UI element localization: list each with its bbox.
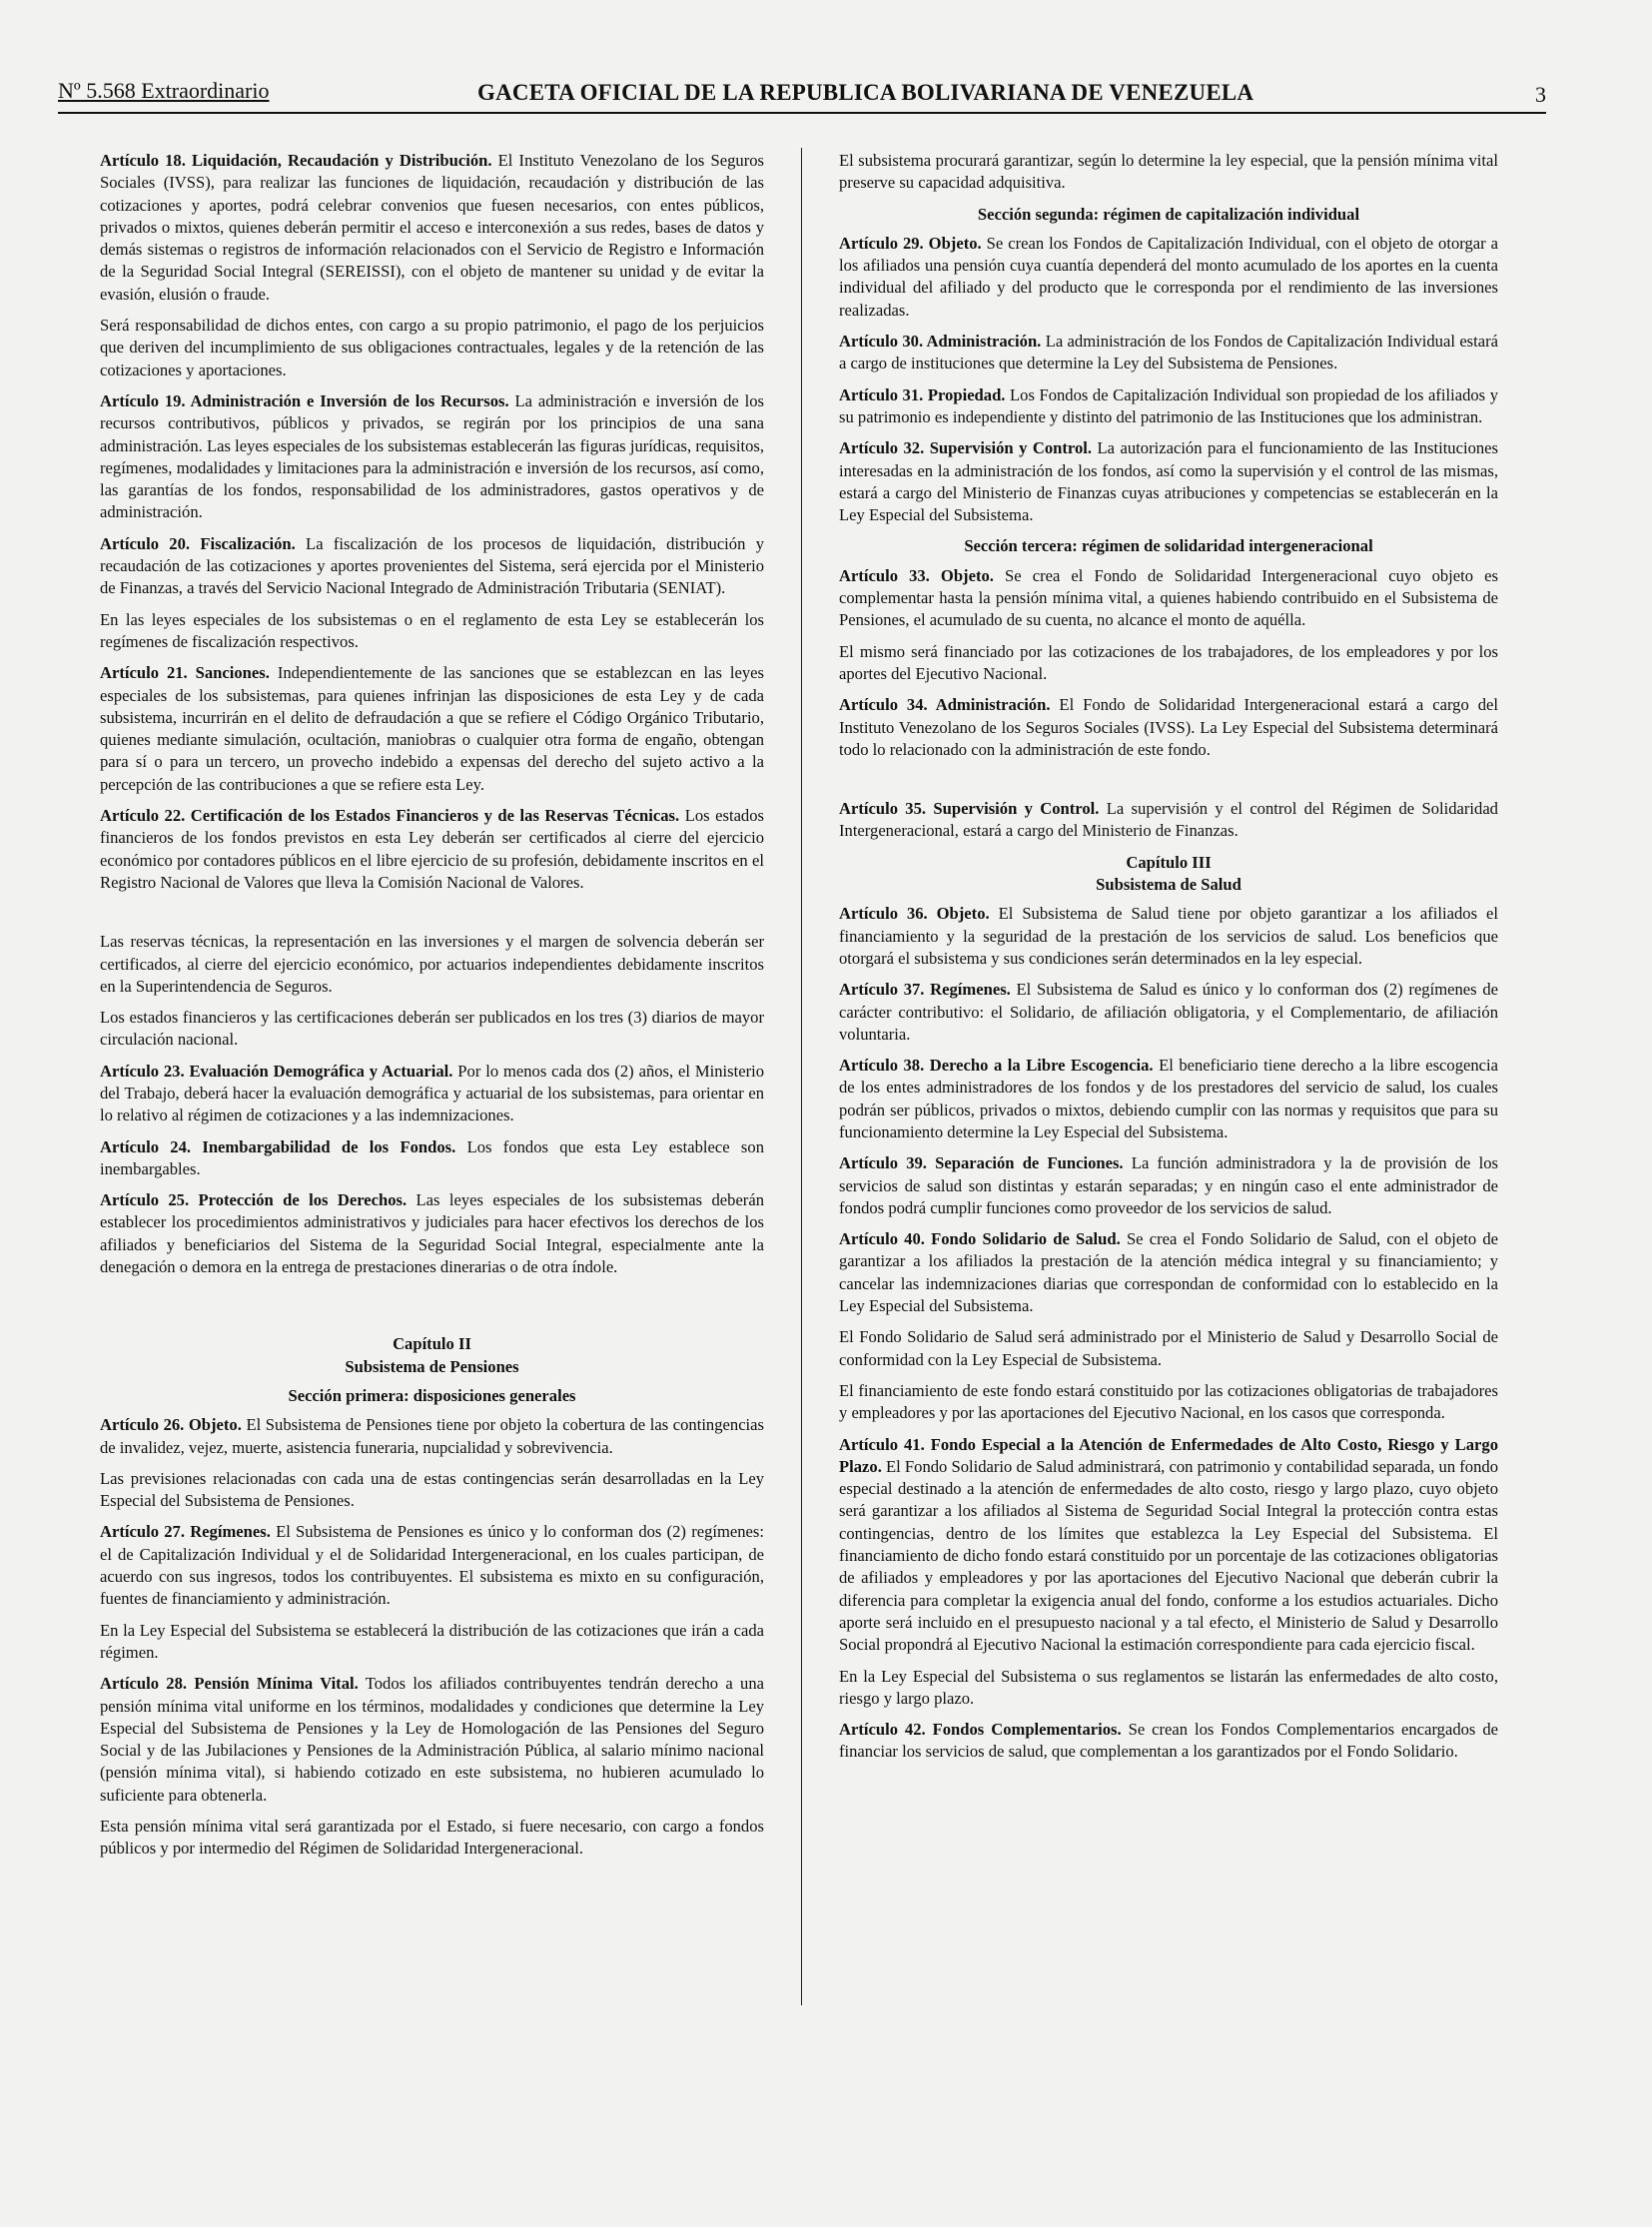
issue-number: Nº 5.568 Extraordinario [58, 78, 270, 103]
article-26: Artículo 26. Objeto. El Subsistema de Pensiones tiene por objeto la cobertura de las contingencias de invalidez, vejez, muerte, asistencia funeraria, nupcialidad y sobrevivencia. [100, 1415, 764, 1457]
spacer [100, 1287, 764, 1333]
page-number: 3 [1535, 82, 1546, 107]
article-27-paragraph: En la Ley Especial del Subsistema se establecerá la distribución de las cotizaciones que irán a cada régimen. [100, 1620, 764, 1662]
article-18: Artículo 18. Liquidación, Recaudación y Distribución. El Instituto Venezolano de los Seguros Sociales (IVSS), para realizar las funciones de liquidación, recaudación y distribución de las cotizaciones y aportes, podrá celebrar convenios que fuesen necesarios, con entes públicos, privados o mixtos, quienes deberán permitir el acceso e interconexión a sus redes, bases de datos y demás sistemas o registros de información relacionados con el Servicio de Registro e Información de la Seguridad Social Integral (SEREISSI), con el objeto de mantener su unidad y de evitar la evasión, elusión o fraude. [100, 151, 764, 304]
chapter-3-title: Subsistema de Salud [1096, 875, 1241, 895]
chapter-2-heading [100, 1333, 764, 1378]
article-19: Artículo 19. Administración e Inversión de los Recursos. La administración e inversión de los recursos contributivos, públicos y privados, se regirán por los principios de una sana administración. Las leyes especiales de los subsistemas establecerán las figuras jurídicas, requisitos, regímenes, modalidades y limitaciones para la administración e inversión de los recursos, así como, las garantías de los fondos, responsabilidad de los administradores, gastos operativos y de administración. [100, 390, 765, 522]
article-26-paragraph: Las previsiones relacionadas con cada una de estas contingencias serán desarrolladas en la Ley Especial del Subsistema de Pensiones. [100, 1468, 764, 1511]
article-28: Artículo 28. Pensión Mínima Vital. Todos los afiliados contribuyentes tendrán derecho a una pensión mínima vital uniforme en los términos, modalidades y condiciones que determine la Ley Especial del Subsistema de Pensiones y la Ley de Homologación de las Pensiones del Seguro Social y de las Jubilaciones y Pensiones de la Administración Pública, al salario mínimo nacional (pensión mínima vital), si habiendo cotizado en este subsistema, no hubieren acumulado lo suficiente para obtenerla. [100, 1674, 765, 1805]
article-23: Artículo 23. Evaluación Demográfica y Actuarial. Por lo menos cada dos (2) años, el Ministerio del Trabajo, deberá hacer la evaluación demográfica y actuarial de los subsistemas, para orientar en lo relativo al régimen de cotizaciones y a las indemnizaciones. [100, 1061, 764, 1125]
article-38: Artículo 38. Derecho a la Libre Escogencia. El beneficiario tiene derecho a la libre escogencia de los entes administradores de los fondos y de los prestadores del servicio de salud, los cuales podrán ser públicos, privados o mixtos, debiendo cumplir con las normas y requisitos que para su funcionamiento determine la Ley Especial del Subsistema. [839, 1056, 1498, 1141]
article-22-paragraph: Las reservas técnicas, la representación en las inversiones y el margen de solvencia deberán ser certificados, al cierre del ejercicio económico, por actuarios independientes debidamente inscritos en la Superintendencia de Seguros. [100, 932, 764, 996]
article-22: Artículo 22. Certificación de los Estados Financieros y de las Reservas Técnicas. Los estados financieros de los fondos previstos en esta Ley deberán ser certificados al cierre del ejercicio económico por contadores públicos en el libre ejercicio de su profesión, debidamente inscritos en el Registro Nacional de Valores que lleva la Comisión Nacional de Valores. [100, 806, 764, 892]
article-30: Artículo 30. Administración. La administración de los Fondos de Capitalización Individual estará a cargo de instituciones que determine la Ley del Subsistema de Pensiones. [839, 332, 1499, 373]
section-2-heading: Sección segunda: régimen de capitalización individual [977, 204, 1360, 224]
right-column [839, 150, 1498, 1773]
article-42: Artículo 42. Fondos Complementarios. Se crean los Fondos Complementarios encargados de financiar los servicios de salud, que complementan a los garantizados por el Fondo Solidario. [839, 1720, 1498, 1762]
spacer [839, 770, 1498, 798]
article-36: Artículo 36. Objeto. El Subsistema de Salud tiene por objeto garantizar a los afiliados el financiamiento y la seguridad de la prestación de los servicios de salud. Los beneficios que otorgará el subsistema y sus condiciones serán determinados en la ley especial. [839, 904, 1498, 968]
article-35: Artículo 35. Supervisión y Control. La supervisión y el control del Régimen de Solidaridad Intergeneracional, estará a cargo del Ministerio de Finanzas. [839, 799, 1498, 841]
article-40-paragraph: El Fondo Solidario de Salud será administrado por el Ministerio de Salud y Desarrollo Social de conformidad con la Ley Especial de Subsistema. [839, 1327, 1498, 1369]
article-33: Artículo 33. Objeto. Se crea el Fondo de Solidaridad Intergeneracional cuyo objeto es complementar hasta la pensión mínima vital, a quienes habiendo contribuido en el Subsistema de Pensiones, el acumulado de su cuenta, no alcance el monto de aquélla. [839, 565, 1498, 630]
article-41: Artículo 41. Fondo Especial a la Atención de Enfermedades de Alto Costo, Riesgo y Largo Plazo. El Fondo Solidario de Salud administrará, con patrimonio y contabilidad separada, un fondo especial destinado a la atención de enfermedades de alto costo, riesgo y largo plazo, cuyo objeto será garantizar a los afiliados al Sistema de Seguridad Social Integral la protección contra estas contingencias, dentro de los límites que establezca la Ley Especial del Subsistema. El financiamiento de dicho fondo estará constituido por un porcentaje de las cotizaciones obligatorias de afiliados y empleadores y por las aportaciones del Ejecutivo Nacional que deberán cubrir la diferencia para completar la exigencia anual del fondo, conforme a los estudios actuariales. Dicho aporte será incluido en el presupuesto nacional y a tal efecto, el Ministerio de Salud y Desarrollo Social propondrá al Ejecutivo Nacional la estimación correspondiente para cada ejercicio fiscal. [839, 1434, 1498, 1655]
article-22-paragraph-2: Los estados financieros y las certificaciones deberán ser publicados en los tres (3) diarios de mayor circulación nacional. [100, 1008, 764, 1050]
article-34: Artículo 34. Administración. El Fondo de Solidaridad Intergeneracional estará a cargo del Instituto Venezolano de los Seguros Sociales (IVSS). La Ley Especial del Subsistema determinará todo lo relacionado con la administración de este fondo. [839, 695, 1498, 759]
chapter-2-number: Capítulo II [393, 1334, 471, 1354]
chapter-3-heading [839, 852, 1498, 897]
article-24: Artículo 24. Inembargabilidad de los Fondos. Los fondos que esta Ley establece son inembargables. [100, 1136, 764, 1178]
article-31: Artículo 31. Propiedad. Los Fondos de Capitalización Individual son propiedad de los afiliados y su patrimonio es independiente y distinto del patrimonio de las Instituciones que los administran. [839, 384, 1498, 426]
chapter-3-number: Capítulo III [1126, 852, 1212, 872]
article-28-paragraph: Esta pensión mínima vital será garantizada por el Estado, si fuere necesario, con cargo a fondos públicos y por intermedio del Régimen de Solidaridad Intergeneracional. [100, 1817, 764, 1858]
article-18-paragraph: Será responsabilidad de dichos entes, con cargo a su propio patrimonio, el pago de los perjuicios que deriven del incumplimiento de sus obligaciones contractuales, legales y de la retención de las cotizaciones y aportaciones. [100, 316, 764, 379]
section-3-heading: Sección tercera: régimen de solidaridad intergeneracional [964, 536, 1373, 556]
article-27: Artículo 27. Regímenes. El Subsistema de Pensiones es único y lo conforman dos (2) regímenes: el de Capitalización Individual y el de Solidaridad Intergeneracional, en los cuales participan, de acuerdo con sus ingresos, todos los contribuyentes. El subsistema es mixto en su configuración, fuentes de financiamiento y administración. [100, 1522, 764, 1609]
article-21: Artículo 21. Sanciones. Independientemente de las sanciones que se establezcan en las leyes especiales de los subsistemas, para quienes infrinjan las disposiciones de esta Ley y de cada subsistema, incurrirán en el delito de defraudación a que se refiere el Código Orgánico Tributario, quienes mediante simulación, ocultación, maniobras o cualquier otra forma de engaño, obtengan para sí o para un tercero, un provecho indebido a expensas del derecho del sujeto activo a la percepción de las contribuciones a que se refiere esta Ley. [100, 663, 764, 794]
chapter-2-title: Subsistema de Pensiones [345, 1356, 519, 1376]
article-33-paragraph: El mismo será financiado por las cotizaciones de los trabajadores, de los empleadores y por los aportes del Ejecutivo Nacional. [839, 641, 1498, 683]
spacer [100, 903, 764, 931]
article-28-continued: El subsistema procurará garantizar, según lo determine la ley especial, que la pensión mínima vital preserve su capacidad adquisitiva. [839, 151, 1498, 193]
section-1-heading: Sección primera: disposiciones generales [288, 1385, 576, 1405]
article-39: Artículo 39. Separación de Funciones. La función administradora y la de provisión de los servicios de salud son distintas y estarán separadas; y en ningún caso el ente administrador de fondos podrá cumplir funciones como proveedor de los servicios de salud. [839, 1153, 1498, 1217]
article-20: Artículo 20. Fiscalización. La fiscalización de los procesos de liquidación, distribución y recaudación de las cotizaciones y aportes provenientes del Sistema, será ejercida por el Ministerio de Finanzas, a través del Servicio Nacional Integrado de Administración Tributaria (SENIAT). [100, 533, 764, 598]
article-40: Artículo 40. Fondo Solidario de Salud. Se crea el Fondo Solidario de Salud, con el objeto de garantizar a los afiliados la prestación de la atención médica integral y su financiamiento; y cancelar las indemnizaciones diarias que correspondan de conformidad con lo establecido en la Ley Especial del Subsistema. [839, 1229, 1498, 1316]
article-32: Artículo 32. Supervisión y Control. La autorización para el funcionamiento de las Instituciones interesadas en la administración de los fondos, así como la supervisión y el control de las mismas, estará a cargo del Ministerio de Finanzas cuyas atribuciones y competencias se establecerán en la Ley Especial del Subsistema. [839, 438, 1498, 525]
article-37: Artículo 37. Regímenes. El Subsistema de Salud es único y lo conforman dos (2) regímenes de carácter contributivo: el Solidario, de afiliación obligatoria, y el Complementario, de afiliación voluntaria. [839, 980, 1498, 1044]
gazette-header [58, 78, 1546, 114]
article-40-paragraph-2: El financiamiento de este fondo estará constituido por las cotizaciones obligatorias de trabajadores y empleadores y por las aportaciones del Ejecutivo Nacional, en los casos que corresponda. [839, 1380, 1498, 1423]
gazette-title: GACETA OFICIAL DE LA REPUBLICA BOLIVARIANA DE VENEZUELA [477, 80, 1254, 105]
column-divider [801, 148, 802, 2005]
article-41-paragraph: En la Ley Especial del Subsistema o sus reglamentos se listarán las enfermedades de alto costo, riesgo y largo plazo. [839, 1666, 1498, 1708]
article-20-paragraph: En las leyes especiales de los subsistemas o en el reglamento de esta Ley se establecerán los regímenes de fiscalización respectivos. [100, 609, 764, 651]
article-25: Artículo 25. Protección de los Derechos. Las leyes especiales de los subsistemas deberán establecer los procedimientos administrativos y judiciales para hacer efectivos los derechos de los afiliados y beneficiarios del Sistema de la Seguridad Social Integral, especialmente ante la denegación o demora en la entrega de prestaciones dinerarias o de otra índole. [100, 1190, 764, 1277]
left-column [100, 150, 764, 1869]
article-29: Artículo 29. Objeto. Se crean los Fondos de Capitalización Individual, con el objeto de otorgar a los afiliados una pensión cuya cuantía dependerá del monto acumulado de los aportes en la cuenta individual del afiliado y del producto que le corresponda por el rendimiento de las inversiones realizadas. [839, 233, 1498, 320]
